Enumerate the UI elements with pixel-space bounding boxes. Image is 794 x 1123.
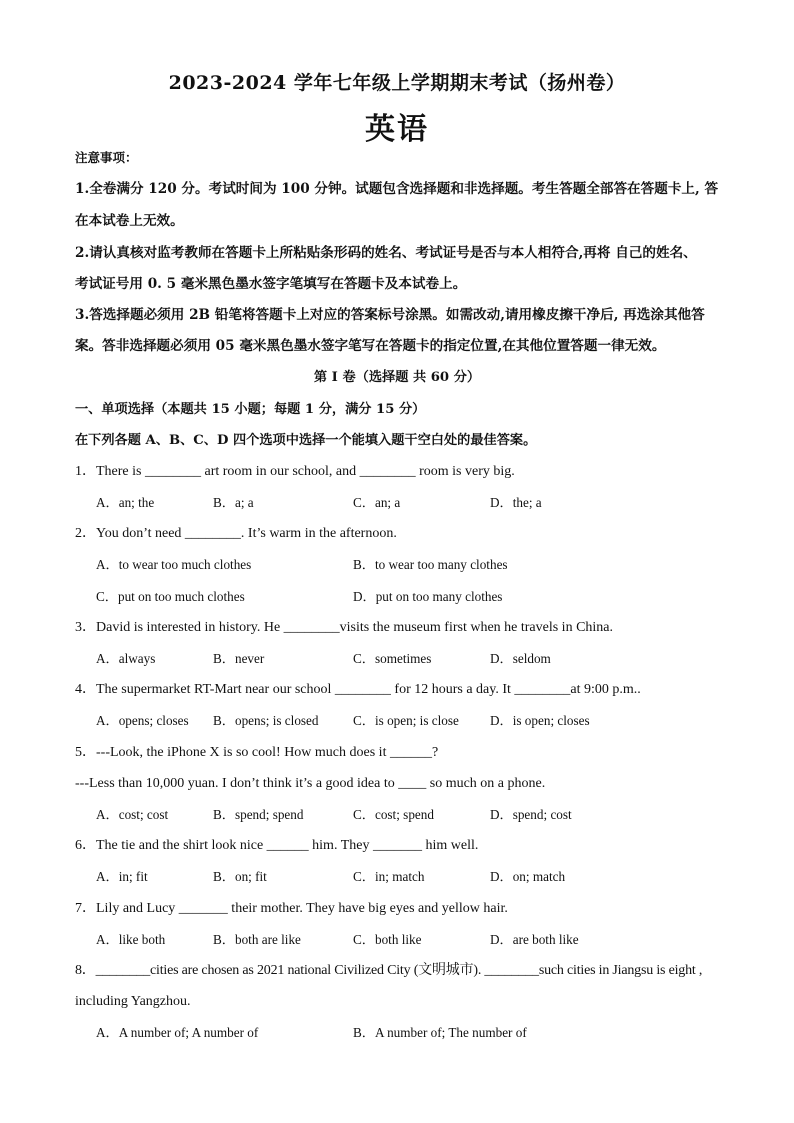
- question-stem: 8．________cities are chosen as 2021 national Civilized City (文明城市). ________such cities in Jiangsu is eight ,: [75, 963, 703, 978]
- option-b: B．both are like: [213, 932, 301, 947]
- notice-line: 3.答选择题必须用 2B 铅笔将答题卡上对应的答案标号涂黑。如需改动,请用橡皮擦干净后, 再选涂其他答: [75, 307, 705, 323]
- option-b: B．to wear too many clothes: [353, 557, 508, 572]
- question-stem: 5．---Look, the iPhone X is so cool! How much does it ______?: [75, 745, 439, 760]
- option-a: A．like both: [96, 932, 166, 947]
- option-b: B．opens; is closed: [213, 713, 319, 728]
- option-d: D．the; a: [490, 495, 542, 510]
- option-d: D．put on too many clothes: [353, 589, 503, 604]
- option-d: D．spend; cost: [490, 807, 572, 822]
- option-d: D．are both like: [490, 932, 579, 947]
- notice-line: 在本试卷上无效。: [75, 213, 184, 229]
- option-a: A．to wear too much clothes: [96, 557, 252, 572]
- exam-title: 2023-2024 学年七年级上学期期末考试（扬州卷）: [168, 72, 626, 94]
- question-stem: 3．David is interested in history. He ________visits the museum first when he travels in China.: [75, 620, 614, 635]
- question-stem-continued: ---Less than 10,000 yuan. I don’t think it’s a good idea to ____ so much on a phone.: [75, 776, 546, 791]
- subject-title: 英语: [365, 112, 429, 147]
- option-b: B．a; a: [213, 495, 254, 510]
- notice-line: 案。答非选择题必须用 05 毫米黑色墨水签字笔写在答题卡的指定位置,在其他位置答题一律无效。: [75, 338, 666, 354]
- option-b: B．A number of; The number of: [353, 1025, 527, 1040]
- option-a: A．A number of; A number of: [96, 1025, 259, 1040]
- question-stem: 4．The supermarket RT-Mart near our school ________ for 12 hours a day. It ________at 9:00 p.m..: [75, 682, 641, 697]
- option-c: C．an; a: [353, 495, 401, 510]
- question-stem: 1．There is ________ art room in our school, and ________ room is very big.: [75, 464, 515, 479]
- question-stem: 2．You don’t need ________. It’s warm in the afternoon.: [75, 526, 397, 541]
- notice-heading: 注意事项：: [75, 150, 138, 165]
- option-c: C．put on too much clothes: [96, 589, 245, 604]
- option-c: C．sometimes: [353, 651, 432, 666]
- option-c: C．both like: [353, 932, 422, 947]
- option-c: C．cost; spend: [353, 807, 434, 822]
- section-heading: 一、单项选择（本题共 15 小题；每题 1 分，满分 15 分）: [75, 402, 426, 417]
- question-stem: 7．Lily and Lucy _______ their mother. They have big eyes and yellow hair.: [75, 901, 508, 916]
- option-c: C．is open; is close: [353, 713, 459, 728]
- option-d: D．on; match: [490, 869, 566, 884]
- option-b: B．never: [213, 651, 265, 666]
- option-a: A．opens; closes: [96, 713, 189, 728]
- option-d: D．seldom: [490, 651, 551, 666]
- notice-line: 考试证号用 0. 5 毫米黑色墨水签字笔填写在答题卡及本试卷上。: [75, 276, 467, 292]
- section-instruction: 在下列各题 A、B、C、D 四个选项中选择一个能填入题干空白处的最佳答案。: [75, 433, 537, 448]
- option-a: A．cost; cost: [96, 807, 169, 822]
- question-stem: 6．The tie and the shirt look nice ______ him. They _______ him well.: [75, 838, 479, 853]
- notice-line: 2.请认真核对监考教师在答题卡上所粘贴条形码的姓名、考试证号是否与本人相符合,再将 自己的姓名、: [75, 245, 697, 261]
- question-stem-continued: including Yangzhou.: [75, 994, 191, 1009]
- option-b: B．on; fit: [213, 869, 267, 884]
- option-a: A．an; the: [96, 495, 155, 510]
- option-d: D．is open; closes: [490, 713, 590, 728]
- option-a: A．in; fit: [96, 869, 148, 884]
- part-heading: 第 I 卷（选择题 共 60 分）: [313, 370, 481, 385]
- option-a: A．always: [96, 651, 156, 666]
- option-b: B．spend; spend: [213, 807, 304, 822]
- notice-line: 1.全卷满分 120 分。考试时间为 100 分钟。试题包含选择题和非选择题。考生答题全部答在答题卡上, 答: [75, 181, 719, 197]
- option-c: C．in; match: [353, 869, 425, 884]
